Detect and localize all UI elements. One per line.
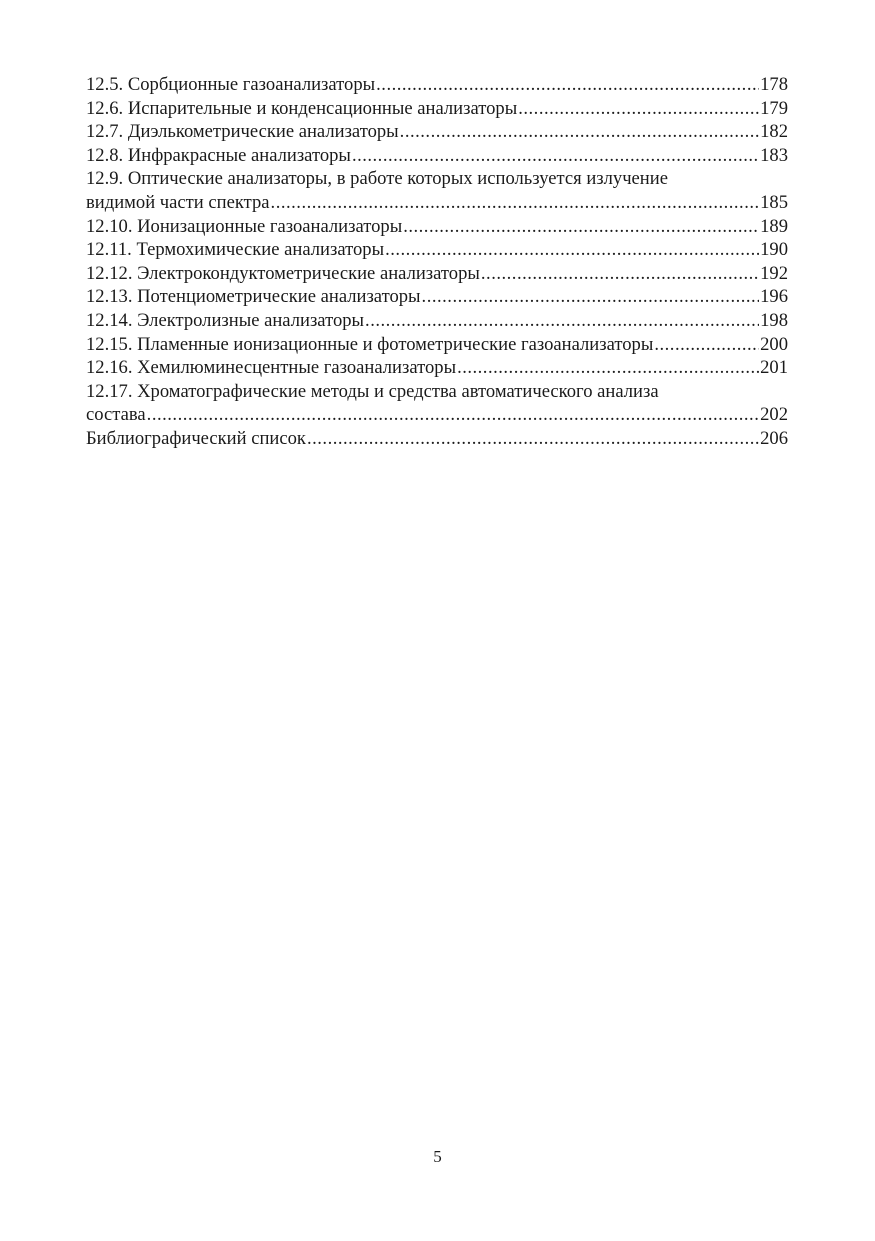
toc-line (86, 285, 788, 309)
toc-line (86, 215, 788, 239)
toc-entry[interactable] (86, 356, 788, 380)
toc-entry[interactable] (86, 380, 788, 427)
toc-entry[interactable] (86, 427, 788, 451)
toc-entry-title-first-line: 12.9. Оптические анализаторы, в работе которых используется излучение (86, 168, 668, 190)
toc-entry-page: 200 (760, 333, 788, 355)
toc-entry-page: 183 (760, 144, 788, 166)
toc-entry-title: 12.5. Сорбционные газоанализаторы (86, 74, 376, 95)
toc-entry[interactable] (86, 262, 788, 286)
dot-leader (376, 73, 759, 97)
toc-line (86, 309, 788, 333)
toc-entry-page: 192 (760, 262, 788, 284)
toc-entry-page: 201 (760, 357, 788, 379)
toc-entry[interactable] (86, 309, 788, 333)
dot-leader (352, 144, 759, 168)
table-of-contents (86, 73, 788, 451)
toc-entry-page: 206 (760, 427, 788, 449)
dot-leader (400, 120, 759, 144)
toc-line (86, 191, 788, 215)
toc-entry-page: 185 (760, 191, 788, 213)
toc-entry-page: 198 (760, 309, 788, 331)
toc-entry[interactable] (86, 215, 788, 239)
toc-entry-title: 12.6. Испарительные и конденсационные анализаторы (86, 97, 518, 119)
toc-line (86, 144, 788, 168)
dot-leader (518, 97, 759, 121)
toc-line (86, 238, 788, 262)
toc-entry-title: 12.11. Термохимические анализаторы (86, 239, 385, 261)
toc-entry-title: 12.10. Ионизационные газоанализаторы (86, 215, 403, 237)
toc-line (86, 262, 788, 286)
toc-entry[interactable] (86, 238, 788, 262)
toc-entry-title: видимой части спектра (86, 191, 270, 213)
toc-entry-page: 196 (760, 286, 788, 308)
toc-entry[interactable] (86, 285, 788, 309)
toc-entry-page: 182 (760, 121, 788, 143)
toc-entry-title: 12.13. Потенциометрические анализаторы (86, 286, 421, 308)
toc-line (86, 333, 788, 357)
toc-entry[interactable] (86, 167, 788, 214)
page-number: 5 (433, 1147, 442, 1166)
dot-leader (403, 215, 759, 239)
dot-leader (422, 285, 760, 309)
toc-entry-title: 12.16. Хемилюминесцентные газоанализаторы (86, 357, 457, 379)
toc-line (86, 427, 788, 451)
toc-entry-title: состава (86, 404, 146, 426)
dot-leader (481, 262, 759, 286)
toc-entry-title-first-line: 12.17. Хроматографические методы и средства автоматического анализа (86, 380, 659, 402)
toc-entry-page: 178 (760, 74, 788, 95)
toc-entry-page: 189 (760, 215, 788, 237)
dot-leader (457, 356, 759, 380)
toc-line (86, 120, 788, 144)
toc-line (86, 356, 788, 380)
toc-entry-page: 190 (760, 239, 788, 261)
toc-line (86, 403, 788, 427)
dot-leader (271, 191, 760, 215)
toc-entry-page: 179 (760, 97, 788, 119)
toc-entry-title: 12.7. Диэлькометрические анализаторы (86, 121, 399, 143)
toc-entry[interactable] (86, 97, 788, 121)
dot-leader (365, 309, 759, 333)
toc-entry[interactable] (86, 144, 788, 168)
dot-leader (385, 238, 759, 262)
toc-entry-title: Библиографический список (86, 427, 306, 449)
toc-entry-title: 12.12. Электрокондуктометрические анализаторы (86, 262, 480, 284)
dot-leader (147, 403, 759, 427)
toc-line (86, 73, 788, 97)
toc-entry[interactable] (86, 73, 788, 97)
toc-entry-title: 12.8. Инфракрасные анализаторы (86, 144, 351, 166)
toc-entry[interactable] (86, 333, 788, 357)
dot-leader (307, 427, 759, 451)
toc-entry-page: 202 (760, 404, 788, 426)
dot-leader (654, 333, 759, 357)
toc-entry-title: 12.14. Электролизные анализаторы (86, 309, 365, 331)
toc-entry[interactable] (86, 120, 788, 144)
toc-entry-title: 12.15. Пламенные ионизационные и фотометрические газоанализаторы (86, 333, 654, 355)
toc-line (86, 97, 788, 121)
